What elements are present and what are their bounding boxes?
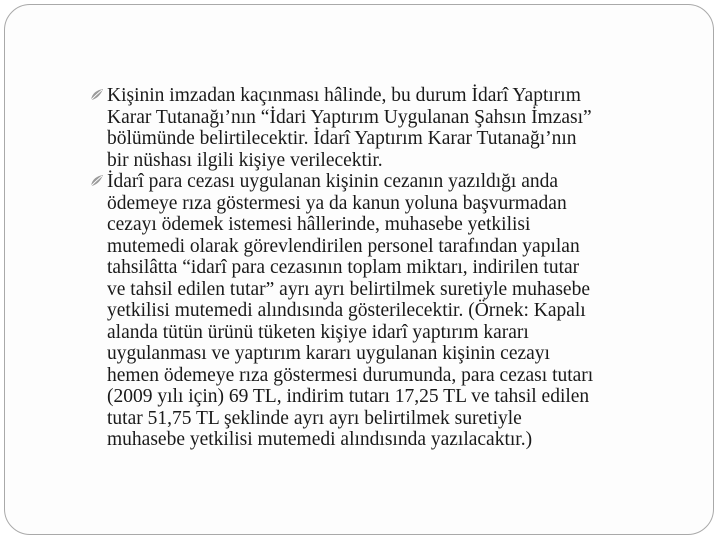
bullet-2-line-2: ödemeye rıza göstermesi ya da kanun yoluna başvurmadan — [107, 192, 567, 214]
bullet-1-line-3: bölümünde belirtilecektir. İdarî Yaptırım Karar Tutanağı’nın — [107, 128, 577, 149]
leaf-bullet-icon — [89, 87, 105, 103]
bullet-2-line-11: (2009 yılı için) 69 TL, indirim tutarı 17,25 TL ve tahsil edilen — [107, 386, 590, 407]
bullet-2-line-6: ve tahsil edilen tutar” ayrı ayrı belirtilmek suretiyle muhasebe — [107, 278, 590, 300]
bullet-2-line-7: yetkilisi mutemedi alındısında gösterilecektir. (Örnek: Kapalı — [107, 300, 586, 321]
bullet-2-line-3: cezayı ödemek istemesi hâllerinde, muhasebe yetkilisi — [107, 214, 531, 235]
slide-content — [89, 85, 709, 451]
bullet-2-line-13: muhasebe yetkilisi mutemedi alındısında yazılacaktır.) — [107, 429, 533, 450]
leaf-bullet-icon — [89, 173, 105, 189]
slide-frame — [4, 4, 714, 535]
bullet-2-line-4: mutemedi olarak görevlendirilen personel tarafından yapılan — [107, 235, 580, 257]
bullet-2-line-5: tahsilâtta “idarî para cezasının toplam miktarı, indirilen tutar — [107, 257, 580, 278]
bullet-item-2 — [89, 171, 709, 451]
bullet-2-line-8: alanda tütün ürünü tüketen kişiye idarî yaptırım kararı — [107, 321, 529, 343]
bullet-1-line-2: Karar Tutanağı’nın “İdari Yaptırım Uygulanan Şahsın İmzası” — [107, 106, 592, 128]
bullet-1-line-1: Kişinin imzadan kaçınması hâlinde, bu durum İdarî Yaptırım — [107, 85, 581, 106]
bullet-item-1 — [89, 85, 709, 171]
bullet-2-line-1: İdarî para cezası uygulanan kişinin cezanın yazıldığı anda — [107, 171, 559, 192]
bullet-2-line-10: hemen ödemeye rıza göstermesi durumunda, para cezası tutarı — [107, 364, 594, 386]
bullet-1-line-4: bir nüshası ilgili kişiye verilecektir. — [107, 149, 383, 171]
bullet-2-line-12: tutar 51,75 TL şeklinde ayrı ayrı belirtilmek suretiyle — [107, 407, 522, 429]
bullet-2-line-9: uygulanması ve yaptırım kararı uygulanan kişinin cezayı — [107, 343, 550, 364]
